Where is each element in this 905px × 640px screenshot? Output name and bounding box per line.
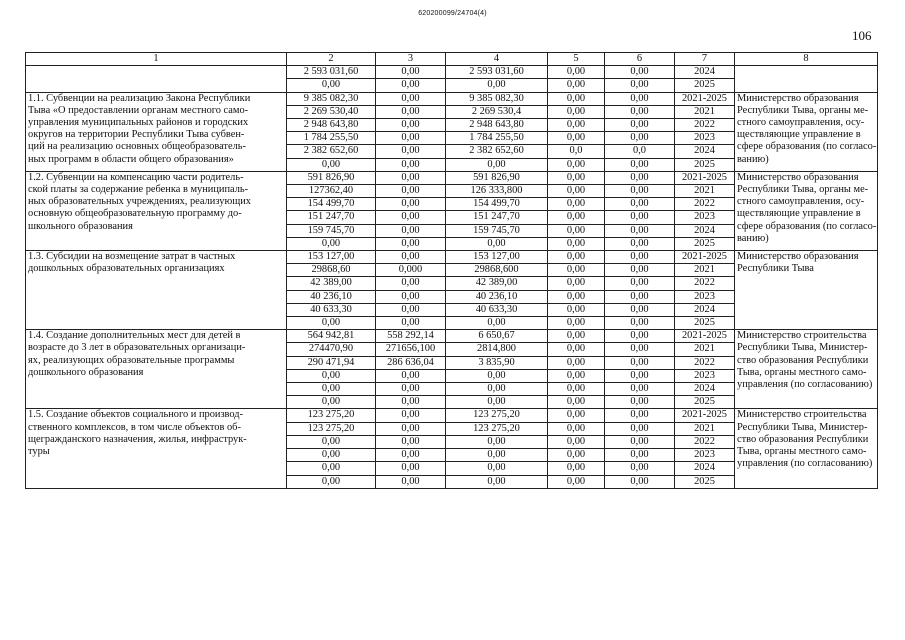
responsible-executor-line: стного самоуправления, осу- <box>737 117 865 129</box>
measure-description-line: дошкольного образования <box>28 366 144 378</box>
table-cell: 159 745,70 <box>287 224 376 237</box>
responsible-executor-line: Республики Тыва, Министер- <box>737 421 868 433</box>
table-cell: 0,00 <box>548 92 605 105</box>
table-cell: 0,00 <box>376 475 446 488</box>
table-cell: 0,00 <box>376 396 446 409</box>
table-cell: 0,00 <box>548 396 605 409</box>
table-cell: 0,00 <box>605 211 675 224</box>
table-cell: 2 269 530,4 <box>446 105 548 118</box>
table-cell: 0,00 <box>287 383 376 396</box>
table-cell: 0,00 <box>376 145 446 158</box>
table-cell: 0,00 <box>446 475 548 488</box>
table-cell: 0,00 <box>605 277 675 290</box>
table-cell: 0,00 <box>376 303 446 316</box>
table-body <box>26 66 878 489</box>
col-header: 7 <box>675 53 735 66</box>
responsible-executor-line: ство образования Республики <box>737 354 869 366</box>
table-cell: 0,00 <box>605 119 675 132</box>
table-cell: 0,00 <box>287 237 376 250</box>
table-cell: 0,00 <box>548 66 605 79</box>
responsible-executor-line: Республики Тыва <box>737 263 814 275</box>
table-cell: 2024 <box>675 462 735 475</box>
table-cell: 2023 <box>675 449 735 462</box>
document-id: 620200099/24704(4) <box>418 10 487 17</box>
table-cell: 0,00 <box>376 211 446 224</box>
table-cell: 0,00 <box>605 198 675 211</box>
table-cell: 0,00 <box>605 409 675 422</box>
table-cell: 0,00 <box>605 264 675 277</box>
table-cell: 2023 <box>675 369 735 382</box>
table-cell: 0,00 <box>376 79 446 92</box>
table-cell: 2023 <box>675 211 735 224</box>
measure-description-line: 1.2. Субвенции на компенсацию части родитель- <box>28 171 244 183</box>
responsible-executor-line: Тыва, органы местного само- <box>737 446 867 458</box>
table-cell: 2021 <box>675 185 735 198</box>
table-cell: 0,00 <box>446 369 548 382</box>
table-cell: 0,00 <box>605 105 675 118</box>
table-cell: 1 784 255,50 <box>287 132 376 145</box>
table-cell: 0,00 <box>605 317 675 330</box>
table-cell: 0,00 <box>605 237 675 250</box>
table-cell: 0,00 <box>376 277 446 290</box>
table-cell: 0,00 <box>287 79 376 92</box>
table-cell: 2 948 643,80 <box>287 119 376 132</box>
measure-description-line: Тыва «О предоставлении органам местного само- <box>28 104 249 116</box>
table-cell: 2021-2025 <box>675 330 735 343</box>
table-cell: 0,00 <box>548 435 605 448</box>
col-header: 6 <box>605 53 675 66</box>
table-cell: 9 385 082,30 <box>446 92 548 105</box>
table-cell: 40 633,30 <box>287 303 376 316</box>
table-cell: 0,00 <box>376 158 446 171</box>
table-row <box>26 92 878 105</box>
table-cell: 2024 <box>675 145 735 158</box>
responsible-executor-line: сфере образования (по согласо- <box>737 141 877 153</box>
measure-description <box>26 330 287 409</box>
measure-description-line: округов на территории Республики Тыва субвен- <box>28 129 245 141</box>
responsible-executor <box>735 171 878 250</box>
table-cell: 0,0 <box>548 145 605 158</box>
table-cell: 0,00 <box>605 383 675 396</box>
table-cell: 0,00 <box>605 92 675 105</box>
table-cell: 0,00 <box>376 105 446 118</box>
measure-description-line: 1.4. Создание дополнительных мест для детей в <box>28 330 241 342</box>
responsible-executor-line: ство образования Республики <box>737 433 869 445</box>
table-cell: 2 593 031,60 <box>287 66 376 79</box>
table-cell: 0,00 <box>605 330 675 343</box>
responsible-executor-line: ванию) <box>737 232 769 244</box>
table-cell: 0,00 <box>548 119 605 132</box>
table-cell: 2022 <box>675 356 735 369</box>
table-cell: 271656,100 <box>376 343 446 356</box>
table-cell: 123 275,20 <box>287 422 376 435</box>
col-header: 5 <box>548 53 605 66</box>
table-cell: 2024 <box>675 303 735 316</box>
responsible-executor-line: управления (по согласованию) <box>737 458 873 470</box>
table-cell: 0,00 <box>605 132 675 145</box>
table-cell: 0,00 <box>376 132 446 145</box>
table-cell: 40 633,30 <box>446 303 548 316</box>
table-cell: 0,00 <box>376 185 446 198</box>
table-cell: 0,00 <box>376 317 446 330</box>
table-cell: 0,00 <box>548 369 605 382</box>
measure-description-line: ных образовательных учреждениях, реализующих <box>28 196 251 208</box>
table-cell: 2024 <box>675 224 735 237</box>
table-cell: 0,00 <box>548 303 605 316</box>
table-cell: 0,00 <box>287 449 376 462</box>
table-cell: 0,00 <box>605 251 675 264</box>
responsible-executor-line: Республики Тыва, органы ме- <box>737 184 869 196</box>
table-cell: 0,00 <box>376 449 446 462</box>
table-cell: 153 127,00 <box>446 251 548 264</box>
table-cell: 2022 <box>675 198 735 211</box>
measure-description-line: туры <box>28 446 50 458</box>
table-row <box>26 66 878 79</box>
table-cell: 286 636,04 <box>376 356 446 369</box>
table-cell: 0,00 <box>376 237 446 250</box>
table-cell: 0,00 <box>376 224 446 237</box>
responsible-executor-line: Республики Тыва, Министер- <box>737 342 868 354</box>
table-cell: 40 236,10 <box>446 290 548 303</box>
table-cell: 0,00 <box>376 409 446 422</box>
table-cell: 154 499,70 <box>287 198 376 211</box>
col-header: 4 <box>446 53 548 66</box>
table-cell: 0,00 <box>548 277 605 290</box>
table-cell: 0,00 <box>548 343 605 356</box>
table-cell: 0,00 <box>605 343 675 356</box>
table-cell: 0,00 <box>548 462 605 475</box>
table-cell: 151 247,70 <box>287 211 376 224</box>
responsible-executor <box>735 409 878 488</box>
table-cell: 0,00 <box>548 475 605 488</box>
table-cell: 0,00 <box>376 66 446 79</box>
table-cell: 0,00 <box>446 462 548 475</box>
table-cell: 126 333,800 <box>446 185 548 198</box>
responsible-executor-line: Министерство строительства <box>737 330 867 342</box>
table-cell: 29868,600 <box>446 264 548 277</box>
table-cell: 290 471,94 <box>287 356 376 369</box>
table-cell: 2024 <box>675 383 735 396</box>
table-cell: 0,00 <box>446 317 548 330</box>
table-row <box>26 251 878 264</box>
table-cell: 2025 <box>675 396 735 409</box>
table-cell: 0,00 <box>548 79 605 92</box>
table-cell: 127362,40 <box>287 185 376 198</box>
table-cell: 0,00 <box>376 435 446 448</box>
measure-description-line: ской платы за содержание ребенка в муниципаль- <box>28 184 249 196</box>
responsible-executor-line: Министерство образования <box>737 171 859 183</box>
table-cell: 29868,60 <box>287 264 376 277</box>
measure-description-line: 1.5. Создание объектов социального и производ- <box>28 409 244 421</box>
table-cell: 2 948 643,80 <box>446 119 548 132</box>
table-cell: 2023 <box>675 290 735 303</box>
table-cell: 591 826,90 <box>287 171 376 184</box>
table-header <box>26 53 878 66</box>
table-cell: 0,00 <box>548 356 605 369</box>
table-cell: 2025 <box>675 317 735 330</box>
measure-description-line: 1.3. Субсидии на возмещение затрат в частных <box>28 251 236 263</box>
table-cell: 0,00 <box>605 185 675 198</box>
measure-description-line: ных программ в области общего образования» <box>28 153 234 165</box>
table-cell: 0,00 <box>287 369 376 382</box>
responsible-executor-line: ванию) <box>737 153 769 165</box>
table-cell: 2814,800 <box>446 343 548 356</box>
table-cell: 0,00 <box>548 185 605 198</box>
table-cell: 0,00 <box>376 383 446 396</box>
table-cell: 42 389,00 <box>446 277 548 290</box>
table-cell: 2021-2025 <box>675 251 735 264</box>
table-cell: 0,00 <box>376 369 446 382</box>
table-cell: 2021 <box>675 105 735 118</box>
table-cell: 0,00 <box>605 475 675 488</box>
table-cell: 3 835,90 <box>446 356 548 369</box>
table-cell: 2023 <box>675 132 735 145</box>
measure-description-line: основную общеобразовательную программу до- <box>28 208 242 220</box>
responsible-executor-line: Министерство строительства <box>737 409 867 421</box>
table-cell: 2 382 652,60 <box>287 145 376 158</box>
table-cell: 0,00 <box>446 158 548 171</box>
measure-description-line: ций на реализацию основных общеобразователь- <box>28 141 246 153</box>
measure-description-line: 1.1. Субвенции на реализацию Закона Республики <box>28 92 251 104</box>
table-row <box>26 330 878 343</box>
measure-description <box>26 251 287 330</box>
responsible-executor-line: ществляющие управление в <box>737 129 861 141</box>
table-cell: 2025 <box>675 158 735 171</box>
responsible-executor-line: сфере образования (по согласо- <box>737 220 877 232</box>
table-cell: 2022 <box>675 435 735 448</box>
table-cell: 6 650,67 <box>446 330 548 343</box>
table-cell: 0,00 <box>376 251 446 264</box>
table-row <box>26 409 878 422</box>
table-cell: 0,00 <box>446 237 548 250</box>
table-cell: 123 275,20 <box>446 409 548 422</box>
table-cell: 154 499,70 <box>446 198 548 211</box>
table-cell: 0,00 <box>548 317 605 330</box>
table-cell: 2 269 530,40 <box>287 105 376 118</box>
table-cell: 123 275,20 <box>287 409 376 422</box>
table-cell: 0,00 <box>548 264 605 277</box>
table-cell: 0,00 <box>548 224 605 237</box>
table-cell: 0,00 <box>548 171 605 184</box>
table-cell: 0,00 <box>287 317 376 330</box>
table-cell: 40 236,10 <box>287 290 376 303</box>
table-cell: 0,00 <box>548 132 605 145</box>
table-cell: 2021-2025 <box>675 171 735 184</box>
table-cell: 0,00 <box>548 251 605 264</box>
measure-description <box>26 171 287 250</box>
table-cell: 0,00 <box>446 383 548 396</box>
table-cell: 0,00 <box>548 198 605 211</box>
table-cell: 0,00 <box>605 422 675 435</box>
col-header: 2 <box>287 53 376 66</box>
col-header: 3 <box>376 53 446 66</box>
responsible-executor-line: ществляющие управление в <box>737 208 861 220</box>
table-cell: 0,00 <box>446 396 548 409</box>
table-cell: 0,00 <box>605 290 675 303</box>
measure-description-line: дошкольных образовательных организациях <box>28 263 225 275</box>
table-cell: 42 389,00 <box>287 277 376 290</box>
table-cell: 0,00 <box>376 462 446 475</box>
table-cell: 0,00 <box>287 462 376 475</box>
budget-table <box>25 52 878 489</box>
table-cell: 123 275,20 <box>446 422 548 435</box>
table-cell: 2 382 652,60 <box>446 145 548 158</box>
table-cell: 0,00 <box>548 237 605 250</box>
table-cell: 0,00 <box>376 92 446 105</box>
measure-description-line: ях, реализующих образовательные программы <box>28 354 235 366</box>
table-cell: 0,00 <box>605 396 675 409</box>
empty-cell <box>26 66 287 92</box>
table-cell: 0,00 <box>548 330 605 343</box>
table-cell: 0,0 <box>605 145 675 158</box>
measure-description <box>26 409 287 488</box>
table-cell: 2021 <box>675 422 735 435</box>
table-cell: 0,00 <box>548 449 605 462</box>
table-cell: 0,00 <box>548 105 605 118</box>
table-cell: 0,00 <box>605 462 675 475</box>
table-cell: 0,00 <box>287 435 376 448</box>
responsible-executor-line: Министерство образования <box>737 92 859 104</box>
table-cell: 0,00 <box>548 383 605 396</box>
table-cell: 274470,90 <box>287 343 376 356</box>
table-cell: 0,00 <box>548 409 605 422</box>
measure-description-line: щегражданского назначения, жилья, инфраструк- <box>28 433 247 445</box>
table-cell: 2025 <box>675 79 735 92</box>
table-cell: 0,00 <box>605 449 675 462</box>
table-cell: 151 247,70 <box>446 211 548 224</box>
table-cell: 0,00 <box>376 422 446 435</box>
table-cell: 0,00 <box>548 290 605 303</box>
responsible-executor-line: стного самоуправления, осу- <box>737 196 865 208</box>
table-cell: 0,00 <box>376 119 446 132</box>
measure-description-line: школьного образования <box>28 220 133 232</box>
table-cell: 0,00 <box>605 369 675 382</box>
col-header: 1 <box>26 53 287 66</box>
table-cell: 159 745,70 <box>446 224 548 237</box>
responsible-executor-line: управления (по согласованию) <box>737 379 873 391</box>
responsible-executor <box>735 330 878 409</box>
table-cell: 0,00 <box>376 171 446 184</box>
responsible-executor-line: Тыва, органы местного само- <box>737 366 867 378</box>
col-header: 8 <box>735 53 878 66</box>
measure-description-line: возрасте до 3 лет в образовательных организаци- <box>28 342 246 354</box>
table-cell: 0,00 <box>287 396 376 409</box>
table-cell: 2025 <box>675 475 735 488</box>
table-cell: 2024 <box>675 66 735 79</box>
table-cell: 0,00 <box>605 435 675 448</box>
table-cell: 153 127,00 <box>287 251 376 264</box>
table-cell: 2021 <box>675 343 735 356</box>
table-cell: 558 292,14 <box>376 330 446 343</box>
measure-description-line: управления муниципальных районов и городских <box>28 117 249 129</box>
table-cell: 0,000 <box>376 264 446 277</box>
table-cell: 0,00 <box>605 303 675 316</box>
table-cell: 0,00 <box>605 79 675 92</box>
table-cell: 2021-2025 <box>675 409 735 422</box>
table-cell: 0,00 <box>287 475 376 488</box>
table-cell: 2021 <box>675 264 735 277</box>
table-cell: 564 942,81 <box>287 330 376 343</box>
table-cell: 0,00 <box>446 79 548 92</box>
table-cell: 0,00 <box>605 356 675 369</box>
table-cell: 0,00 <box>446 449 548 462</box>
table-cell: 0,00 <box>376 198 446 211</box>
table-cell: 1 784 255,50 <box>446 132 548 145</box>
responsible-executor-line: Республики Тыва, органы ме- <box>737 104 869 116</box>
table-cell: 0,00 <box>548 211 605 224</box>
measure-description-line: ственного комплексов, в том числе объектов об- <box>28 421 241 433</box>
responsible-executor-line: Министерство образования <box>737 251 859 263</box>
table-cell: 0,00 <box>548 422 605 435</box>
table-row <box>26 171 878 184</box>
page-number: 106 <box>852 28 872 43</box>
table-cell: 2022 <box>675 277 735 290</box>
table-cell: 2022 <box>675 119 735 132</box>
table-cell: 0,00 <box>287 158 376 171</box>
table-cell: 591 826,90 <box>446 171 548 184</box>
table-cell: 2025 <box>675 237 735 250</box>
table-cell: 0,00 <box>376 290 446 303</box>
measure-description <box>26 92 287 171</box>
table-cell: 2021-2025 <box>675 92 735 105</box>
table-cell: 2 593 031,60 <box>446 66 548 79</box>
table-cell: 0,00 <box>548 158 605 171</box>
table-cell: 0,00 <box>605 66 675 79</box>
responsible-executor <box>735 92 878 171</box>
table-cell: 0,00 <box>446 435 548 448</box>
empty-cell <box>735 66 878 92</box>
table-cell: 0,00 <box>605 224 675 237</box>
table-cell: 0,00 <box>605 171 675 184</box>
table-cell: 0,00 <box>605 158 675 171</box>
responsible-executor <box>735 251 878 330</box>
table-cell: 9 385 082,30 <box>287 92 376 105</box>
